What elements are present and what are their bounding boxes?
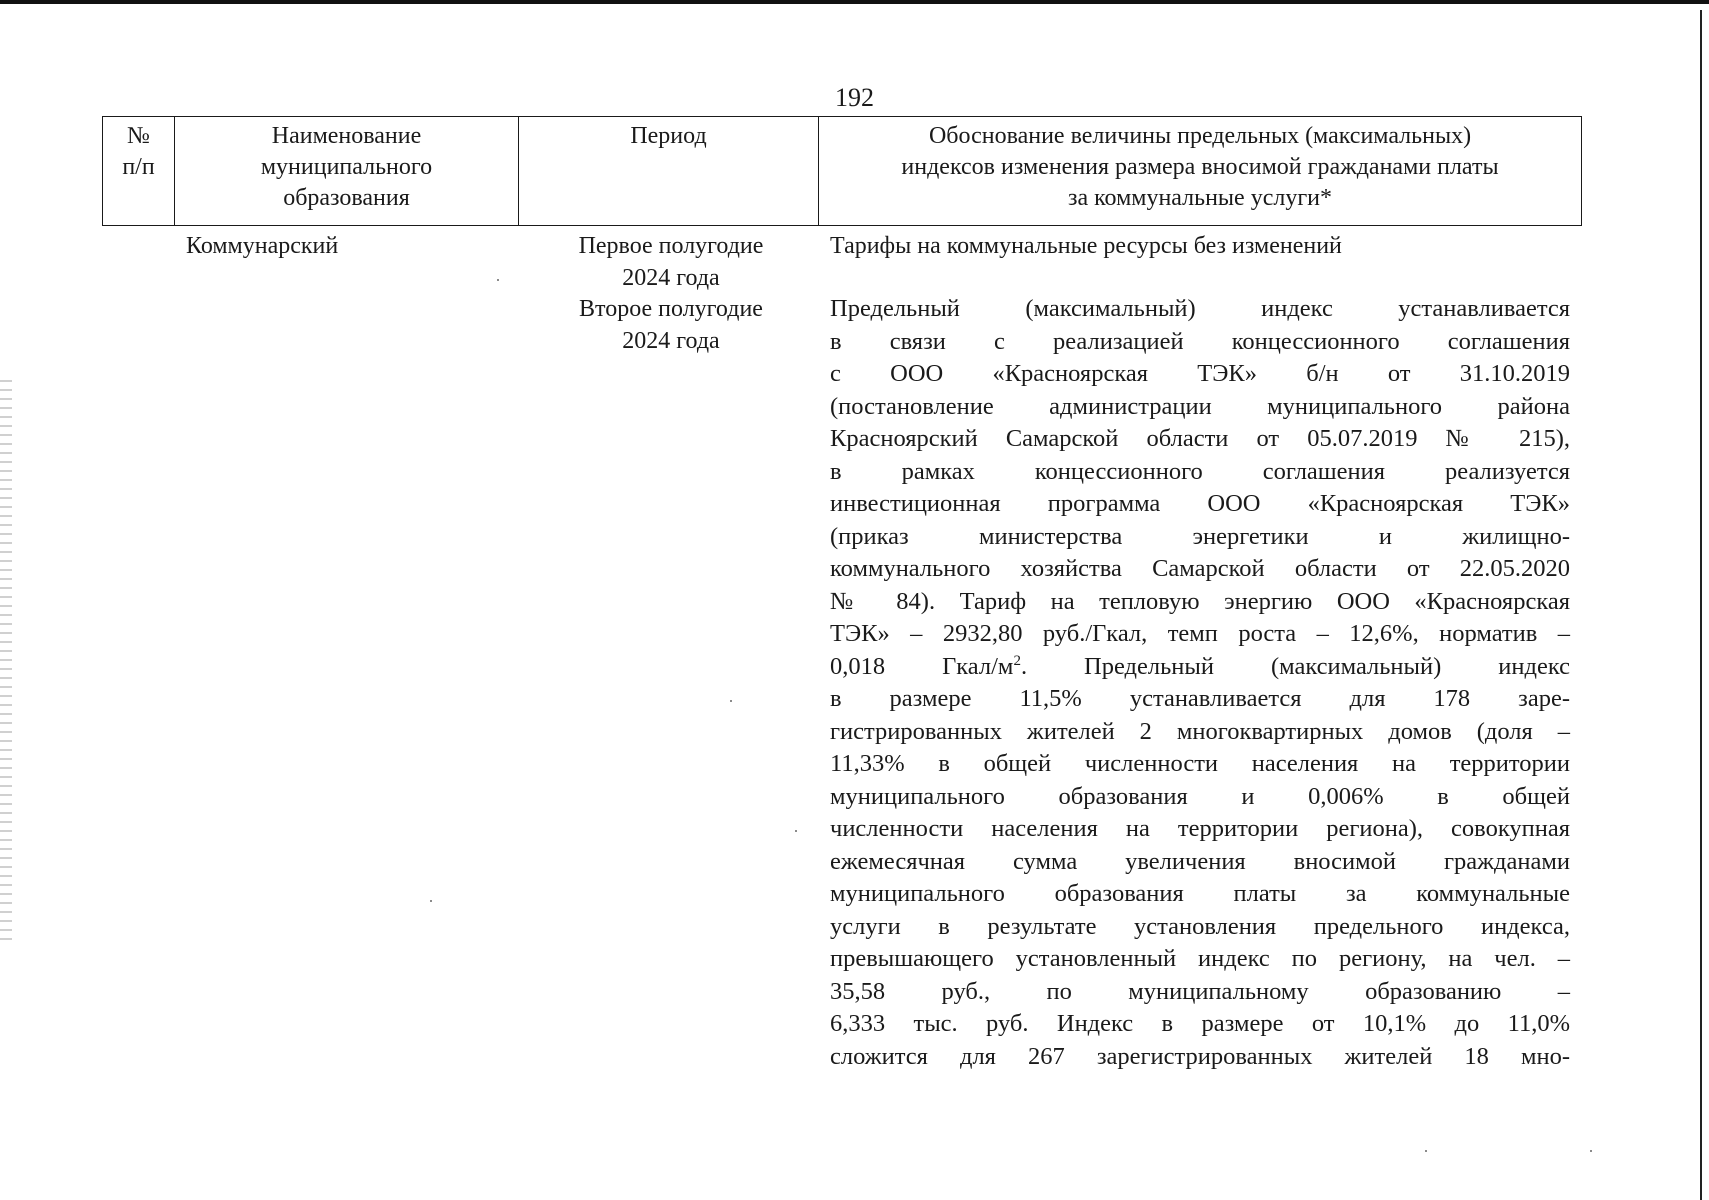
table-header [102,116,1582,226]
scan-speck [497,279,499,281]
period-first-line1: Первое полугодие [578,233,764,259]
superscript-square: 2 [1013,652,1021,669]
basis-line-head: 0,018 Гкал/м [830,652,1014,680]
basis-line: ежемесячная сумма увеличения вносимой гражданами [830,847,1570,875]
basis-second-half [830,293,1570,1073]
period-second-line2: 2024 года [622,328,720,354]
period-second-half [520,293,822,357]
header-cell-period [519,117,819,226]
header-basis-line1: Обоснование величины предельных (максимальных) [928,123,1472,149]
scan-speck [795,830,797,832]
header-name-line2: муниципального [260,154,433,180]
basis-line: (постановление администрации муниципального района [830,392,1570,420]
basis-line: муниципального образования и 0,006% в общей [830,782,1570,810]
basis-line: превышающего установленный индекс по региону, на чел. – [830,945,1570,972]
scan-speck [1425,1150,1427,1152]
header-basis-line2: индексов изменения размера вносимой гражданами платы [901,154,1499,180]
header-cell-number [103,117,175,226]
basis-line: № 84). Тариф на тепловую энергию ООО «Красноярская [830,587,1570,615]
header-name-line3: образования [283,185,410,211]
table-header-row [103,117,1582,226]
period-first-line2: 2024 года [622,265,720,291]
basis-line: коммунального хозяйства Самарской области от 22.05.2020 [830,555,1570,582]
basis-line: инвестиционная программа ООО «Красноярская ТЭК» [830,490,1570,517]
basis-line: муниципального образования платы за коммунальные [830,880,1570,907]
scan-noise [0,380,12,940]
header-period-label: Период [630,123,707,149]
basis-line: в связи с реализацией концессионного соглашения [830,327,1570,355]
basis-line: услуги в результате установления предельного индекса, [830,912,1570,940]
period-second-line1: Второе полугодие [579,296,763,322]
basis-line-with-superscript [830,651,1570,684]
header-number-line1: № [127,123,150,149]
basis-line: гистрированных жителей 2 многоквартирных домов (доля – [830,717,1570,745]
basis-line: Красноярский Самарской области от 05.07.2019 № 215), [830,425,1570,452]
period-first-half [520,230,822,294]
basis-first-half: Тарифы на коммунальные ресурсы без изменений [830,233,1342,259]
header-name-line1: Наименование [271,123,422,149]
basis-line: 35,58 руб., по муниципальному образованию – [830,977,1570,1005]
basis-line: с ООО «Красноярская ТЭК» б/н от 31.10.2019 [830,360,1570,387]
municipality-name: Коммунарский [186,233,339,259]
scan-speck [1590,1150,1592,1152]
basis-line: численности населения на территории региона), совокупная [830,815,1570,842]
basis-line: в рамках концессионного соглашения реализуется [830,457,1570,485]
scan-speck [730,700,732,702]
right-scan-border [1700,10,1702,1200]
header-cell-name [175,117,519,226]
basis-line: Предельный (максимальный) индекс устанавливается [830,295,1570,322]
header-basis-line3: за коммунальные услуги* [1067,185,1333,211]
scan-speck [430,900,432,902]
basis-line-tail: . Предельный (максимальный) индекс [1020,652,1570,680]
basis-line: 6,333 тыс. руб. Индекс в размере от 10,1% до 11,0% [830,1010,1570,1037]
basis-line: сложится для 267 зарегистрированных жителей 18 мно- [830,1042,1570,1070]
header-cell-basis [819,117,1582,226]
basis-line: 11,33% в общей численности населения на территории [830,750,1570,777]
header-number-line2: п/п [122,154,155,180]
basis-line: (приказ министерства энергетики и жилищно- [830,522,1570,550]
basis-line: в размере 11,5% устанавливается для 178 заре- [830,685,1570,712]
page-number: 192 [835,83,874,112]
basis-line: ТЭК» – 2932,80 руб./Гкал, темп роста – 12,6%, норматив – [830,620,1570,647]
top-scan-border [0,0,1709,4]
